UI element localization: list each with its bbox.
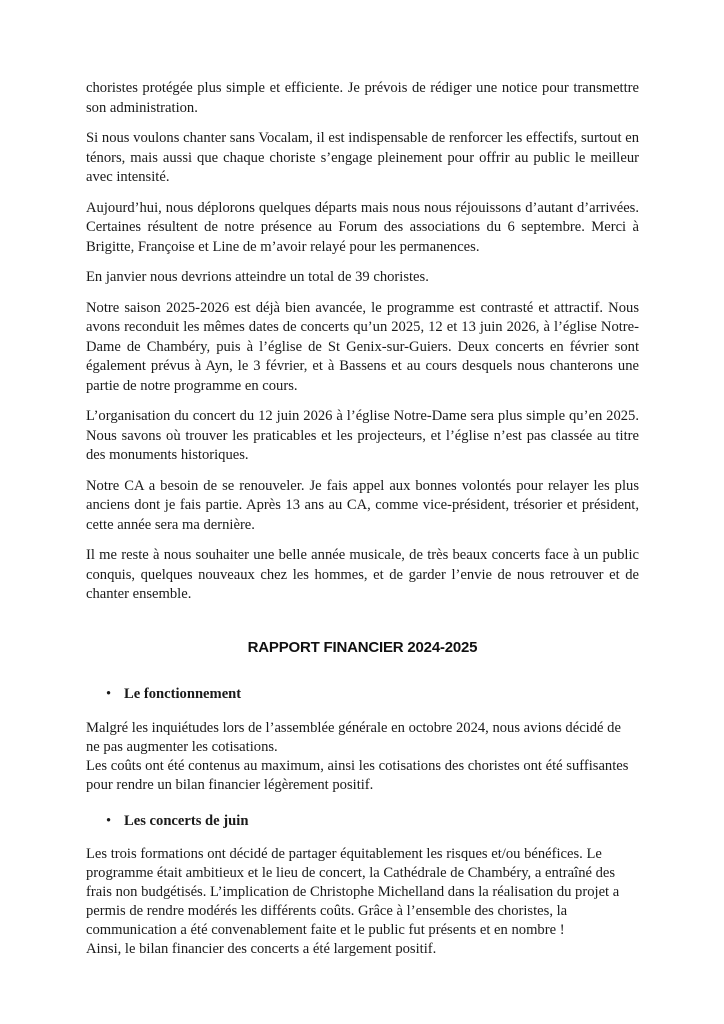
text-line: ne pas augmenter les cotisations. bbox=[86, 738, 278, 755]
paragraph-fonctionnement bbox=[86, 719, 639, 795]
subsection-heading-fonctionnement bbox=[86, 685, 639, 705]
paragraph-intro-3: Aujourd’hui, nous déplorons quelques départs mais nous nous réjouissons d’autant d’arrivées. Certaines résultent de notre présence au Forum des associations du 6 septembre. Merci à Brigitte, Françoise et Line de m’avoir relayé pour les permanences. bbox=[86, 199, 639, 255]
paragraph-intro-6: L’organisation du concert du 12 juin 2026 à l’église Notre-Dame sera plus simple qu’en 2025. Nous savons où trouver les praticables et les projecteurs, et l’église n’est pas classée au titre des monuments historiques. bbox=[86, 408, 639, 463]
paragraph-intro-4: En janvier nous devrions atteindre un total de 39 choristes. bbox=[86, 269, 429, 285]
text-line: frais non budgétisés. L’implication de Christophe Michelland dans la réalisation du projet a bbox=[86, 884, 620, 900]
text-line: Ainsi, le bilan financier des concerts a été largement positif. bbox=[86, 941, 437, 957]
paragraph-intro-7: Notre CA a besoin de se renouveler. Je fais appel aux bonnes volontés pour relayer les plus anciens dont je fais partie. Après 13 ans au CA, comme vice-président, trésorier et président, cette année sera ma dernière. bbox=[86, 477, 639, 533]
bullet-icon: • bbox=[106, 686, 112, 702]
paragraph-intro-8: Il me reste à nous souhaiter une belle année musicale, de très beaux concerts face à un public conquis, quelques nouveaux chez les hommes, et de garder l’envie de nous retrouver et de chanter ensemble. bbox=[86, 547, 639, 602]
paragraph-intro-5: Notre saison 2025-2026 est déjà bien avancée, le programme est contrasté et attractif. Nous avons reconduit les mêmes dates de concerts qu’un 2025, 12 et 13 juin 2026, à l’église Notre-Dame de Chambéry, puis à l’église de St Genix-sur-Guiers. Deux concerts en février sont également prévus à Ayn, le 3 février, et à Bassens et au cours desquels nous chanterons une partie de notre programme en cours. bbox=[86, 299, 639, 394]
subsection-heading-concerts bbox=[86, 812, 639, 832]
subsection-heading-label: Les concerts de juin bbox=[124, 812, 249, 829]
text-line: programme était ambitieux et le lieu de concert, la Cathédrale de Chambéry, a entraîné des bbox=[86, 865, 616, 881]
paragraph-concerts bbox=[86, 845, 639, 959]
paragraph-intro-2: Si nous voulons chanter sans Vocalam, il est indispensable de renforcer les effectifs, surtout en ténors, mais aussi que chaque choriste s’engage pleinement pour offrir au public le meilleur avec intensité. bbox=[86, 130, 639, 185]
text-line: Malgré les inquiétudes lors de l’assemblée générale en octobre 2024, nous avions décidé de bbox=[86, 719, 621, 736]
text-line: Les coûts ont été contenus au maximum, ainsi les cotisations des choristes ont été suffisantes bbox=[86, 757, 629, 774]
text-line: permis de rendre modérés les différents coûts. Grâce à l’ensemble des choristes, la bbox=[86, 903, 568, 919]
paragraph-intro-1: choristes protégée plus simple et efficiente. Je prévois de rédiger une notice pour transmettre son administration. bbox=[86, 80, 639, 116]
bullet-icon: • bbox=[106, 812, 112, 829]
subsection-heading-label: Le fonctionnement bbox=[124, 686, 242, 702]
document-page bbox=[86, 79, 639, 976]
text-line: communication a été convenablement faite et le public fut présents et en nombre ! bbox=[86, 922, 565, 938]
text-line: Les trois formations ont décidé de partager équitablement les risques et/ou bénéfices. Le bbox=[86, 846, 602, 862]
section-title: RAPPORT FINANCIER 2024-2025 bbox=[247, 638, 478, 656]
text-line: pour rendre un bilan financier légèrement positif. bbox=[86, 776, 374, 793]
